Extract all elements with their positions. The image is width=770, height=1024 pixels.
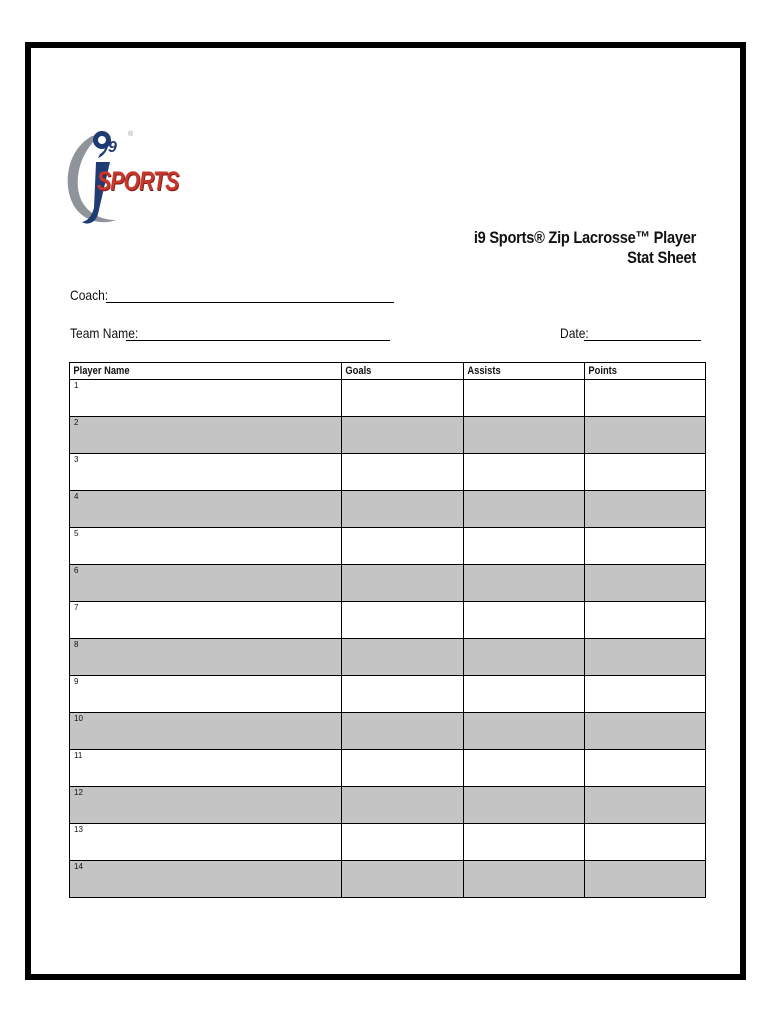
player-name-cell[interactable] xyxy=(70,676,342,713)
player-name-cell[interactable] xyxy=(70,787,342,824)
goals-cell[interactable] xyxy=(342,528,463,565)
header-assists: Assists xyxy=(463,363,584,380)
table-row xyxy=(70,676,706,713)
table-row xyxy=(70,861,706,898)
team-name-input-line[interactable] xyxy=(126,326,390,341)
points-cell[interactable] xyxy=(584,565,705,602)
points-cell[interactable] xyxy=(584,750,705,787)
table-row xyxy=(70,750,706,787)
assists-cell[interactable] xyxy=(463,528,584,565)
goals-cell[interactable] xyxy=(342,602,463,639)
table-row xyxy=(70,491,706,528)
coach-field xyxy=(70,287,394,303)
player-name-cell[interactable] xyxy=(70,491,342,528)
assists-cell[interactable] xyxy=(463,676,584,713)
svg-text:9: 9 xyxy=(108,139,117,156)
table-row xyxy=(70,417,706,454)
player-name-cell[interactable] xyxy=(70,602,342,639)
row-number: 9 xyxy=(74,677,79,686)
assists-cell[interactable] xyxy=(463,861,584,898)
assists-cell[interactable] xyxy=(463,454,584,491)
table-row xyxy=(70,824,706,861)
row-number: 7 xyxy=(74,603,79,612)
table-row xyxy=(70,565,706,602)
assists-cell[interactable] xyxy=(463,713,584,750)
points-cell[interactable] xyxy=(584,491,705,528)
team-name-field xyxy=(70,325,390,341)
table-row xyxy=(70,639,706,676)
row-number: 4 xyxy=(74,492,79,501)
points-cell[interactable] xyxy=(584,602,705,639)
goals-cell[interactable] xyxy=(342,676,463,713)
row-number: 2 xyxy=(74,418,79,427)
row-number: 8 xyxy=(74,640,79,649)
goals-cell[interactable] xyxy=(342,454,463,491)
table-row xyxy=(70,713,706,750)
coach-label: Coach: xyxy=(70,287,109,303)
player-stat-table xyxy=(69,362,706,898)
row-number: 5 xyxy=(74,529,79,538)
points-cell[interactable] xyxy=(584,713,705,750)
goals-cell[interactable] xyxy=(342,565,463,602)
goals-cell[interactable] xyxy=(342,861,463,898)
goals-cell[interactable] xyxy=(342,380,463,417)
points-cell[interactable] xyxy=(584,824,705,861)
assists-cell[interactable] xyxy=(463,417,584,454)
points-cell[interactable] xyxy=(584,417,705,454)
assists-cell[interactable] xyxy=(463,787,584,824)
row-number: 10 xyxy=(74,714,83,723)
player-name-cell[interactable] xyxy=(70,824,342,861)
page-title: i9 Sports® Zip Lacrosse™ Player Stat Sheet xyxy=(473,228,696,267)
assists-cell[interactable] xyxy=(463,824,584,861)
table-row xyxy=(70,787,706,824)
table-header-row xyxy=(70,363,706,380)
table-row xyxy=(70,454,706,491)
goals-cell[interactable] xyxy=(342,417,463,454)
row-number: 13 xyxy=(74,825,83,834)
points-cell[interactable] xyxy=(584,528,705,565)
player-name-cell[interactable] xyxy=(70,639,342,676)
player-name-cell[interactable] xyxy=(70,861,342,898)
table-row xyxy=(70,602,706,639)
row-number: 11 xyxy=(74,751,83,760)
points-cell[interactable] xyxy=(584,380,705,417)
row-number: 14 xyxy=(74,862,83,871)
goals-cell[interactable] xyxy=(342,713,463,750)
player-name-cell[interactable] xyxy=(70,713,342,750)
date-field xyxy=(560,325,701,341)
registered-mark: ® xyxy=(128,131,134,138)
row-number: 12 xyxy=(74,788,83,797)
table-row xyxy=(70,380,706,417)
goals-cell[interactable] xyxy=(342,824,463,861)
assists-cell[interactable] xyxy=(463,602,584,639)
points-cell[interactable] xyxy=(584,639,705,676)
team-name-label: Team Name: xyxy=(70,325,139,341)
coach-input-line[interactable] xyxy=(106,288,394,303)
header-points: Points xyxy=(584,363,705,380)
assists-cell[interactable] xyxy=(463,750,584,787)
logo-wordmark: SPORTS xyxy=(97,166,179,196)
assists-cell[interactable] xyxy=(463,639,584,676)
goals-cell[interactable] xyxy=(342,491,463,528)
date-label: Date: xyxy=(560,325,589,341)
points-cell[interactable] xyxy=(584,454,705,491)
header-player-name: Player Name xyxy=(70,363,342,380)
player-name-cell[interactable] xyxy=(70,750,342,787)
date-input-line[interactable] xyxy=(584,326,701,341)
player-name-cell[interactable] xyxy=(70,454,342,491)
row-number: 6 xyxy=(74,566,79,575)
player-name-cell[interactable] xyxy=(70,380,342,417)
goals-cell[interactable] xyxy=(342,787,463,824)
row-number: 3 xyxy=(74,455,79,464)
header-goals: Goals xyxy=(342,363,463,380)
goals-cell[interactable] xyxy=(342,750,463,787)
assists-cell[interactable] xyxy=(463,565,584,602)
table-row xyxy=(70,528,706,565)
points-cell[interactable] xyxy=(584,787,705,824)
points-cell[interactable] xyxy=(584,676,705,713)
assists-cell[interactable] xyxy=(463,491,584,528)
points-cell[interactable] xyxy=(584,861,705,898)
row-number: 1 xyxy=(74,381,79,390)
assists-cell[interactable] xyxy=(463,380,584,417)
player-name-cell[interactable] xyxy=(70,417,342,454)
player-name-cell[interactable] xyxy=(70,565,342,602)
player-name-cell[interactable] xyxy=(70,528,342,565)
goals-cell[interactable] xyxy=(342,639,463,676)
